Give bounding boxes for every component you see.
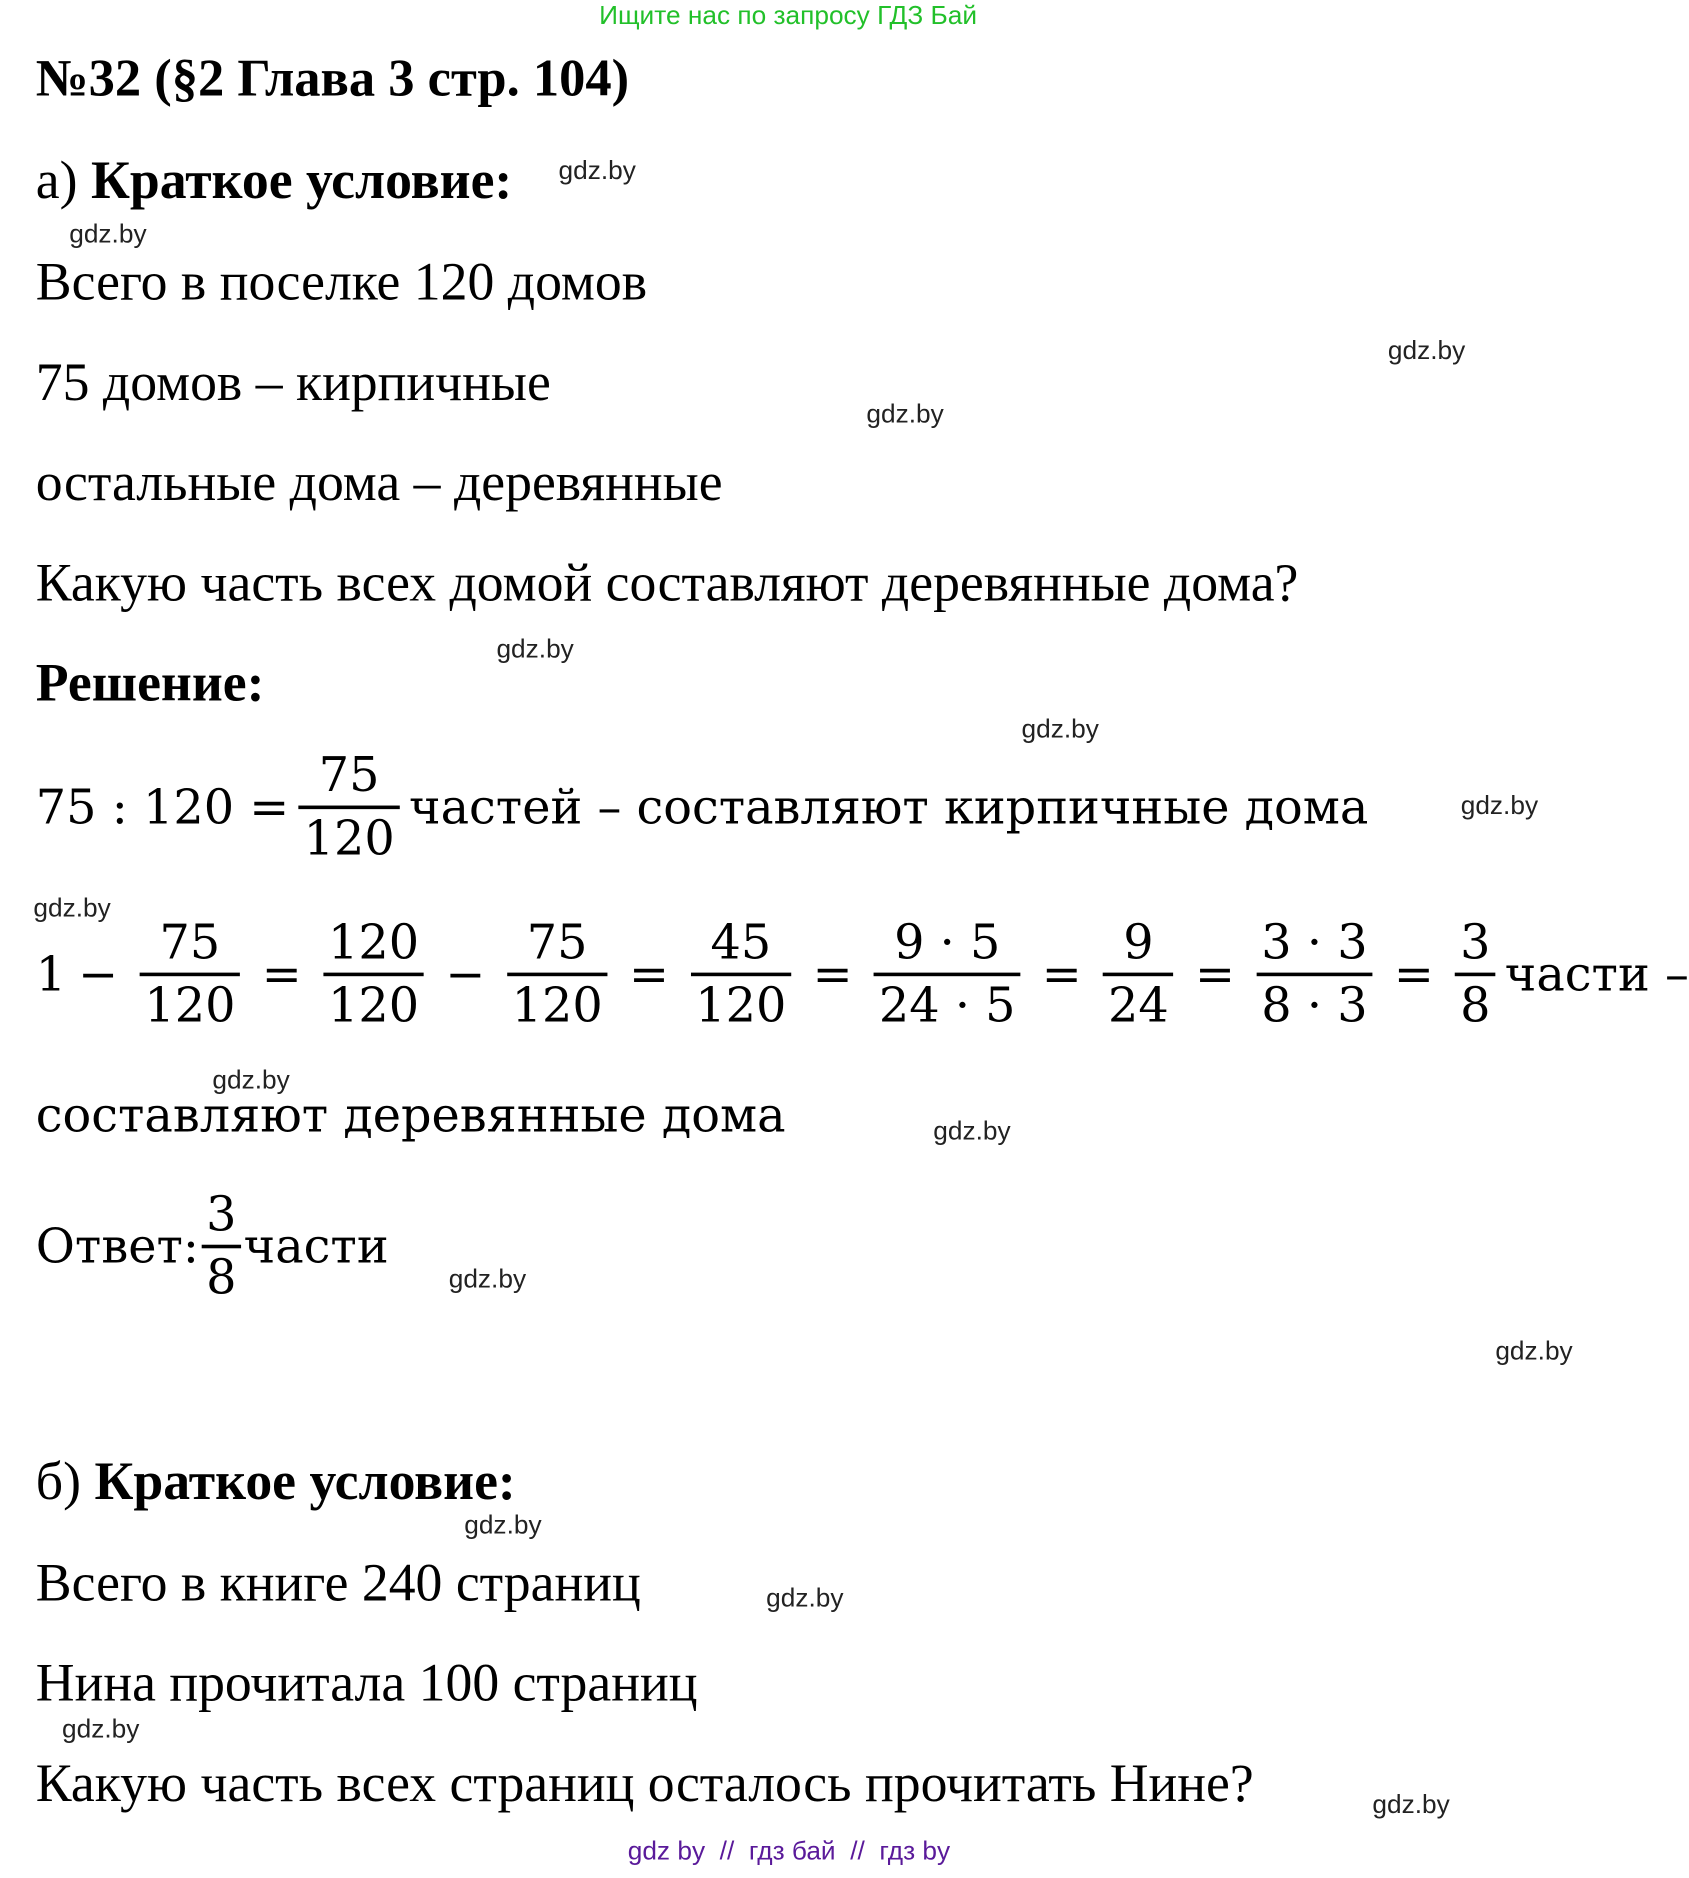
denominator: 120 xyxy=(690,973,791,1036)
minus-sign: − xyxy=(78,946,119,1002)
answer-label: Ответ: xyxy=(35,1219,199,1274)
numerator: 120 xyxy=(327,915,420,971)
equals-sign: = xyxy=(1195,946,1236,1002)
top-banner[interactable]: Ищите нас по запросу ГДЗ Бай xyxy=(599,0,978,30)
numerator: 9 xyxy=(1123,915,1154,971)
watermark: gdz.by xyxy=(69,218,147,249)
eq-tail: части – xyxy=(1504,946,1689,1002)
equation-2 xyxy=(36,913,1689,1036)
part-label: б) xyxy=(35,1451,82,1511)
watermark: gdz.by xyxy=(62,1713,140,1744)
fraction xyxy=(323,913,424,1036)
fraction xyxy=(874,913,1020,1036)
condition-line: остальные дома – деревянные xyxy=(35,452,723,512)
denominator: 8 · 3 xyxy=(1257,973,1373,1036)
watermark: gdz.by xyxy=(1387,335,1466,366)
equals-sign: = xyxy=(812,946,853,1002)
fraction xyxy=(690,913,791,1036)
denominator: 24 · 5 xyxy=(874,973,1020,1036)
denominator: 24 xyxy=(1103,973,1173,1036)
eq-text: частей – составляют кирпичные дома xyxy=(409,779,1369,835)
continuation-text: составляют деревянные дома xyxy=(35,1088,786,1144)
fraction xyxy=(1455,913,1495,1036)
part-b-heading xyxy=(36,1450,516,1512)
watermark: gdz.by xyxy=(1372,1788,1450,1819)
denominator: 120 xyxy=(140,973,241,1036)
numerator: 3 xyxy=(206,1187,237,1243)
one: 1 xyxy=(35,946,67,1002)
fraction xyxy=(201,1185,241,1308)
minus-sign: − xyxy=(445,946,486,1002)
answer xyxy=(36,1185,389,1308)
watermark: gdz.by xyxy=(558,155,636,185)
footer-links[interactable]: gdz by // гдз бай // гдз by xyxy=(627,1835,951,1866)
heading-text: Краткое условие: xyxy=(94,1451,516,1511)
equation-1 xyxy=(36,746,1369,869)
condition-line: Всего в поселке 120 домов xyxy=(35,251,648,312)
denominator: 8 xyxy=(1455,973,1495,1036)
fraction xyxy=(1103,913,1173,1036)
denominator: 120 xyxy=(323,973,424,1036)
condition-line: Какую часть всех страниц осталось прочитать Нине? xyxy=(35,1753,1254,1813)
watermark: gdz.by xyxy=(933,1115,1011,1146)
watermark: gdz.by xyxy=(766,1582,844,1613)
watermark: gdz.by xyxy=(1495,1335,1573,1366)
numerator: 75 xyxy=(526,915,588,971)
page-title: №32 (§2 Глава 3 стр. 104) xyxy=(35,48,630,108)
equals-sign: = xyxy=(261,946,302,1002)
solution-heading: Решение: xyxy=(35,652,265,713)
watermark: gdz.by xyxy=(496,633,574,664)
heading-text: Краткое условие: xyxy=(90,150,513,211)
fraction xyxy=(140,913,241,1036)
watermark: gdz.by xyxy=(1460,790,1539,820)
watermark: gdz.by xyxy=(33,892,111,923)
answer-text: части xyxy=(243,1219,389,1274)
numerator: 75 xyxy=(159,915,221,971)
condition-line: Всего в книге 240 страниц xyxy=(35,1552,641,1613)
denominator: 8 xyxy=(201,1245,241,1308)
denominator: 120 xyxy=(507,973,608,1036)
equals-sign: = xyxy=(1041,946,1082,1002)
equals-sign: = xyxy=(1393,946,1434,1002)
part-label: а) xyxy=(35,150,78,211)
watermark: gdz.by xyxy=(464,1509,542,1540)
fraction xyxy=(299,746,400,869)
numerator: 9 · 5 xyxy=(894,915,1001,971)
watermark: gdz.by xyxy=(448,1263,527,1294)
watermark: gdz.by xyxy=(1021,713,1099,744)
numerator: 75 xyxy=(318,748,380,804)
condition-line: Какую часть всех домой составляют деревянные дома? xyxy=(35,552,1299,613)
condition-line: Нина прочитала 100 страниц xyxy=(35,1652,698,1713)
part-a-heading xyxy=(36,149,513,211)
denominator: 120 xyxy=(299,806,400,869)
fraction xyxy=(507,913,608,1036)
numerator: 3 xyxy=(1460,915,1491,971)
numerator: 45 xyxy=(710,915,772,971)
fraction xyxy=(1257,913,1373,1036)
numerator: 3 · 3 xyxy=(1261,915,1368,971)
watermark: gdz.by xyxy=(866,398,944,429)
watermark: gdz.by xyxy=(212,1064,290,1095)
equals-sign: = xyxy=(629,946,670,1002)
condition-line: 75 домов – кирпичные xyxy=(35,352,551,412)
eq-lhs: 75 : 120 = xyxy=(35,779,290,835)
